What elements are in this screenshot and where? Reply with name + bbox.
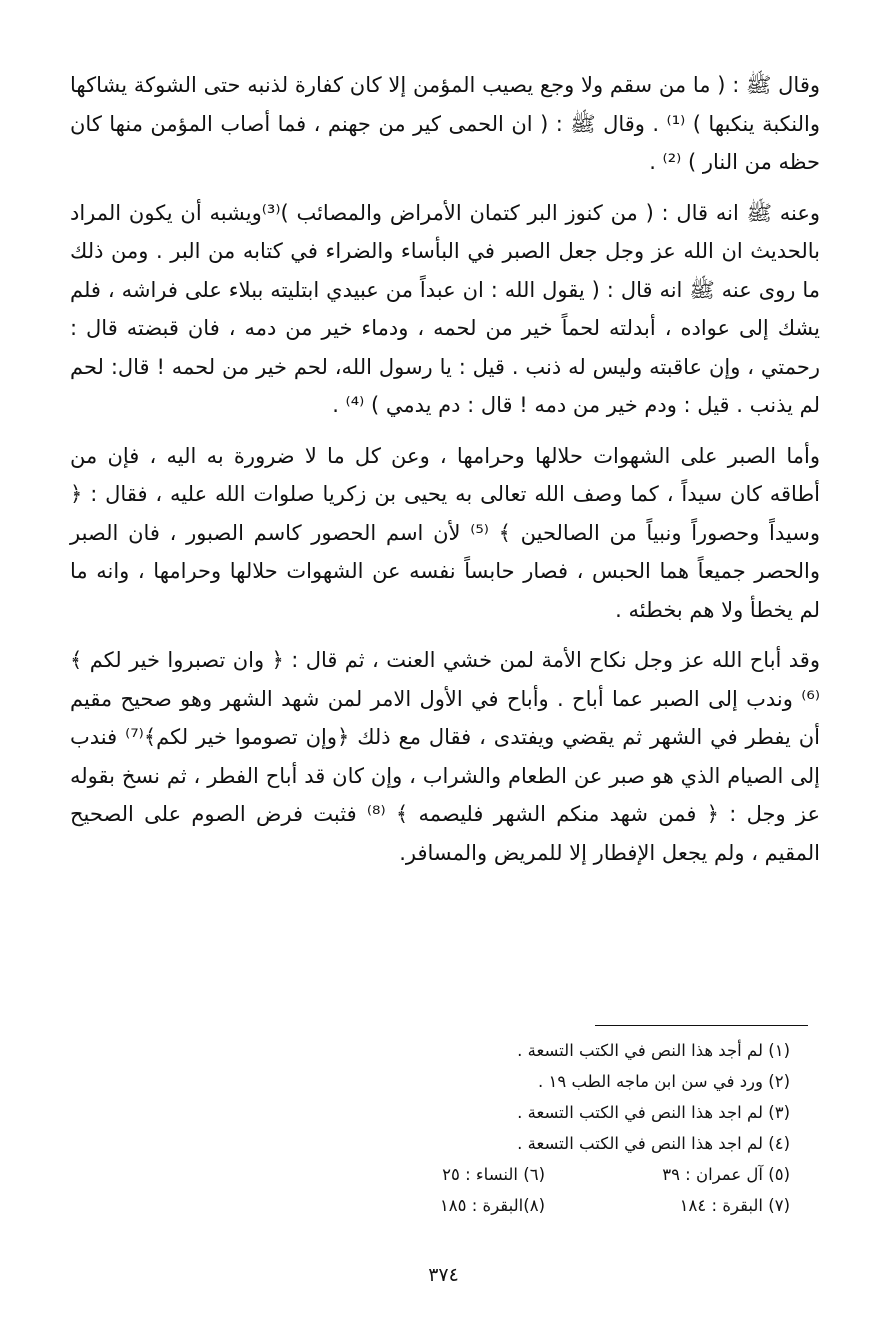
footnotes [300, 1035, 790, 1221]
page-number: ٣٧٤ [428, 1264, 459, 1286]
footnote-1: (١) لم أجد هذا النص في الكتب التسعة . [517, 1041, 790, 1060]
footnote-3: (٣) لم اجد هذا النص في الكتب التسعة . [517, 1103, 790, 1122]
paragraph-3: وأما الصبر على الشهوات حلالها وحرامها ، وعن كل ما لا ضرورة به اليه ، فإن من أطاقه كان سيداً ، كما وصف الله تعالى به يحيى بن زكريا صلوات الله عليه ، فقال : ﴿ وسيداً وحصوراً ونبياً من الصالحين ﴾ ⁽⁵⁾ لأن اسم الحصور كاسم الصبور ، فان الصبر والحصر جميعاً هما الحبس ، فصار حابساً نفسه عن الشهوات حلالها وحرامها ، وانه ما لم يخطأ ولا هم بخطئه . [70, 443, 820, 622]
footnote-7: (٧) البقرة : ١٨٤ [679, 1196, 790, 1215]
footnote-row-7-8 [300, 1190, 790, 1221]
paragraph-1: وقال ﷺ : ( ما من سقم ولا وجع يصيب المؤمن إلا كان كفارة لذنبه حتى الشوكة يشاكها والنكبة ينكبها ) ⁽¹⁾ . وقال ﷺ : ( ان الحمى كير من جهنم ، فما أصاب المؤمن منها كان حظه من النار ) ⁽²⁾ . [70, 73, 820, 174]
footnote-6: (٦) النساء : ٢٥ [442, 1165, 545, 1184]
paragraph-2: وعنه ﷺ انه قال : ( من كنوز البر كتمان الأمراض والمصائب )⁽³⁾ويشبه أن يكون المراد بالحديث ان الله عز وجل جعل الصبر في البأساء والضراء في كتابه من البر . ومن ذلك ما روى عنه ﷺ انه قال : ( يقول الله : ان عبداً من عبيدي ابتليته ببلاء على فراشه ، فلم يشك إلى عواده ، أبدلته لحماً خير من لحمه ، ودماء خير من دمه ، فان قبضته قال : رحمتي ، وإن عاقبته وليس له ذنب . قيل : يا رسول الله، لحم خير من لحمه ! قال: لحم لم يذنب . قيل : ودم خير من دمه ! قال : دم يدمي ) ⁽⁴⁾ . [70, 200, 820, 417]
paragraph-4: وقد أباح الله عز وجل نكاح الأمة لمن خشي العنت ، ثم قال : ﴿ وان تصبروا خير لكم ﴾ ⁽⁶⁾ وندب إلى الصبر عما أباح . وأباح في الأول الامر لمن شهد الشهر وهو صحيح مقيم أن يفطر في الشهر ثم يقضي ويفتدى ، فقال مع ذلك ﴿وإن تصوموا خير لكم﴾⁽⁷⁾ فندب إلى الصيام الذي هو صبر عن الطعام والشراب ، وإن كان قد أباح الفطر ، ثم نسخ بقوله عز وجل : ﴿ فمن شهد منكم الشهر فليصمه ﴾ ⁽⁸⁾ فثبت فرض الصوم على الصحيح المقيم ، ولم يجعل الإفطار إلا للمريض والمسافر. [70, 648, 820, 865]
footnote-divider [595, 1025, 808, 1026]
footnote-4: (٤) لم اجد هذا النص في الكتب التسعة . [517, 1134, 790, 1153]
footnote-5: (٥) آل عمران : ٣٩ [662, 1165, 790, 1184]
footnote-row-5-6 [300, 1159, 790, 1190]
footnote-8: (٨)البقرة : ١٨٥ [439, 1196, 545, 1215]
footnote-2: (٢) ورد في سن ابن ماجه الطب ١٩ . [537, 1072, 790, 1091]
main-text [70, 66, 820, 872]
